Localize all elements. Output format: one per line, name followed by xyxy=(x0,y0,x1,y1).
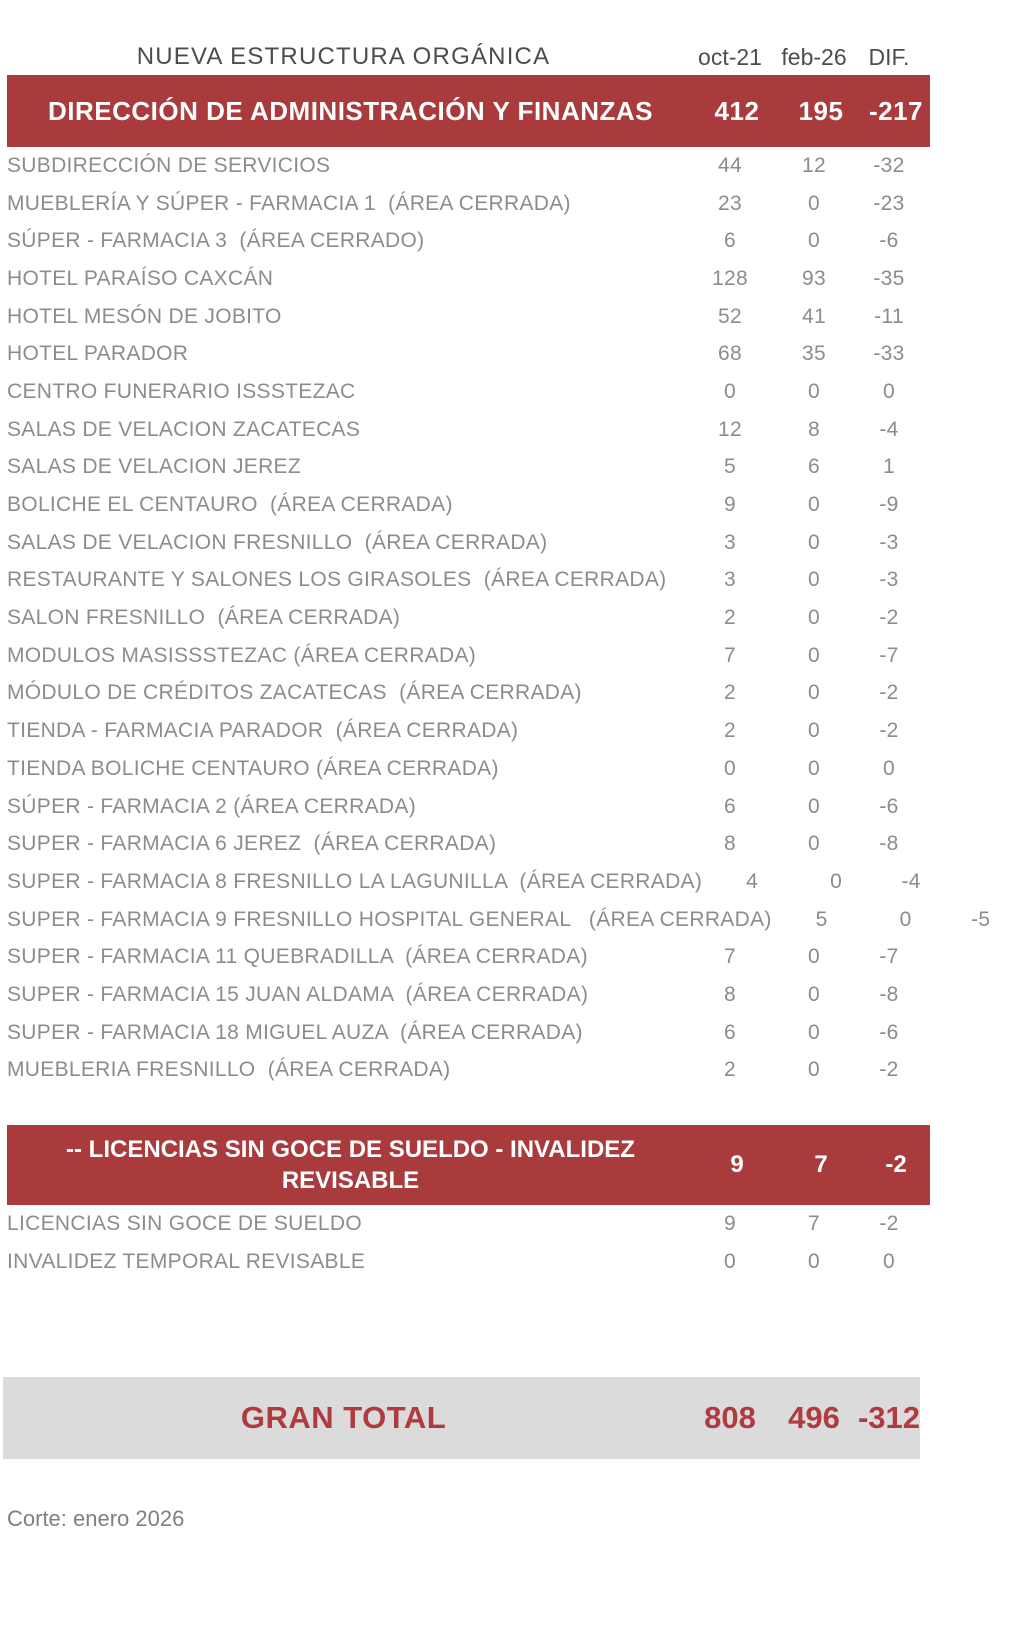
table-row xyxy=(0,976,938,1014)
row-value-oct21: 44 xyxy=(718,153,742,177)
row-value-oct21: 6 xyxy=(724,1020,736,1044)
row-value-feb26: 6 xyxy=(808,455,820,479)
row-value-oct21: 2 xyxy=(724,1058,736,1082)
row-label: SALAS DE VELACION FRESNILLO (ÁREA CERRADA) xyxy=(7,530,548,554)
row-value-oct21: 0 xyxy=(724,379,736,403)
table-row xyxy=(0,863,938,901)
row-value-oct21: 3 xyxy=(724,568,736,592)
row-value-dif: -6 xyxy=(879,794,899,818)
section-header-feb26: 195 xyxy=(798,95,844,126)
row-value-feb26: 0 xyxy=(808,1020,820,1044)
row-value-oct21: 0 xyxy=(724,1250,736,1274)
table-row xyxy=(0,222,938,260)
row-value-feb26: 93 xyxy=(802,266,826,290)
table-row xyxy=(0,185,938,223)
section-header-oct21: 9 xyxy=(730,1151,744,1179)
row-label: RESTAURANTE Y SALONES LOS GIRASOLES (ÁREA CERRADA) xyxy=(7,568,667,592)
row-label: SUPER - FARMACIA 15 JUAN ALDAMA (ÁREA CERRADA) xyxy=(7,982,589,1006)
table-row xyxy=(0,1052,938,1090)
row-label: MUEBLERIA FRESNILLO (ÁREA CERRADA) xyxy=(7,1058,451,1082)
table-row xyxy=(0,712,938,750)
row-label: TIENDA - FARMACIA PARADOR (ÁREA CERRADA) xyxy=(7,719,519,743)
row-value-oct21: 52 xyxy=(718,304,742,328)
table-row xyxy=(0,901,991,939)
row-value-feb26: 0 xyxy=(808,229,820,253)
row-value-feb26: 8 xyxy=(808,417,820,441)
row-value-oct21: 5 xyxy=(815,907,828,931)
row-value-oct21: 5 xyxy=(724,455,736,479)
row-value-feb26: 0 xyxy=(899,907,912,931)
section-header-feb26: 7 xyxy=(814,1151,828,1179)
row-label: MÓDULO DE CRÉDITOS ZACATECAS (ÁREA CERRADA) xyxy=(7,681,582,705)
row-value-feb26: 0 xyxy=(808,530,820,554)
row-value-feb26: 0 xyxy=(808,568,820,592)
row-value-oct21: 9 xyxy=(724,1212,736,1236)
table-row xyxy=(0,562,938,600)
table-row xyxy=(0,1243,938,1281)
grand-total-oct21: 808 xyxy=(704,1400,756,1436)
row-label: HOTEL PARAÍSO CAXCÁN xyxy=(7,266,274,290)
row-value-oct21: 2 xyxy=(724,681,736,705)
section-header-label: -- LICENCIAS SIN GOCE DE SUELDO - INVALIDEZ REVISABLE xyxy=(66,1136,635,1195)
section-header-oct21: 412 xyxy=(714,95,760,126)
row-value-oct21: 9 xyxy=(724,493,736,517)
section-rows-direccion xyxy=(0,147,991,1089)
row-label: SALON FRESNILLO (ÁREA CERRADA) xyxy=(7,606,401,630)
row-label: SUPER - FARMACIA 9 FRESNILLO HOSPITAL GENERAL (ÁREA CERRADA) xyxy=(7,907,772,931)
column-header-feb26: feb-26 xyxy=(781,44,847,70)
section-header-dif: -217 xyxy=(868,95,924,126)
table-row xyxy=(0,637,938,675)
row-label: HOTEL PARADOR xyxy=(7,342,189,366)
section-header-label: DIRECCIÓN DE ADMINISTRACIÓN Y FINANZAS xyxy=(48,95,653,126)
row-value-oct21: 2 xyxy=(724,719,736,743)
table-row xyxy=(0,147,938,185)
row-label: MUEBLERÍA Y SÚPER - FARMACIA 1 (ÁREA CERRADA) xyxy=(7,191,571,215)
row-value-feb26: 12 xyxy=(802,153,826,177)
row-value-dif: -2 xyxy=(879,719,899,743)
row-value-oct21: 23 xyxy=(718,191,742,215)
row-value-oct21: 68 xyxy=(718,342,742,366)
row-value-dif: 0 xyxy=(883,379,895,403)
table-row xyxy=(0,335,938,373)
row-value-feb26: 7 xyxy=(808,1212,820,1236)
row-value-dif: -6 xyxy=(879,229,899,253)
row-value-feb26: 0 xyxy=(830,869,843,893)
row-value-oct21: 2 xyxy=(724,606,736,630)
table-row xyxy=(0,1014,938,1052)
section-header-licencias-invalidez xyxy=(7,1125,930,1205)
row-value-oct21: 8 xyxy=(724,832,736,856)
row-value-feb26: 0 xyxy=(808,1058,820,1082)
row-value-feb26: 35 xyxy=(802,342,826,366)
section-header-dif: -2 xyxy=(885,1151,907,1179)
row-label: INVALIDEZ TEMPORAL REVISABLE xyxy=(7,1250,366,1274)
row-value-feb26: 0 xyxy=(808,643,820,667)
row-value-dif: -2 xyxy=(879,681,899,705)
row-value-dif: -9 xyxy=(879,493,899,517)
row-value-feb26: 0 xyxy=(808,832,820,856)
row-value-dif: -4 xyxy=(901,869,921,893)
row-value-oct21: 7 xyxy=(724,945,736,969)
table-row xyxy=(0,260,938,298)
row-label: SÚPER - FARMACIA 2 (ÁREA CERRADA) xyxy=(7,794,416,818)
row-value-dif: -2 xyxy=(879,1212,899,1236)
row-label: TIENDA BOLICHE CENTAURO (ÁREA CERRADA) xyxy=(7,756,499,780)
report-page xyxy=(0,43,991,1644)
row-value-oct21: 7 xyxy=(724,643,736,667)
section-rows-licencias xyxy=(0,1205,938,1281)
row-label: CENTRO FUNERARIO ISSSTEZAC xyxy=(7,379,356,403)
row-label: SUPER - FARMACIA 11 QUEBRADILLA (ÁREA CERRADA) xyxy=(7,945,588,969)
table-row xyxy=(0,449,938,487)
table-row xyxy=(0,373,938,411)
row-value-oct21: 3 xyxy=(724,530,736,554)
row-value-dif: -4 xyxy=(879,417,899,441)
row-value-dif: -2 xyxy=(879,606,899,630)
table-row xyxy=(0,524,938,562)
row-value-feb26: 0 xyxy=(808,756,820,780)
row-value-oct21: 128 xyxy=(712,266,748,290)
row-label: HOTEL MESÓN DE JOBITO xyxy=(7,304,282,328)
row-value-dif: -11 xyxy=(874,304,904,328)
row-label: SALAS DE VELACION ZACATECAS xyxy=(7,417,361,441)
row-value-dif: -33 xyxy=(873,342,905,366)
row-value-oct21: 8 xyxy=(724,982,736,1006)
row-value-dif: -2 xyxy=(879,1058,899,1082)
table-row xyxy=(0,411,938,449)
row-value-dif: -3 xyxy=(879,530,899,554)
row-value-dif: -7 xyxy=(879,945,899,969)
table-header-row xyxy=(0,44,938,75)
row-value-dif: -35 xyxy=(873,266,905,290)
column-header-oct21: oct-21 xyxy=(698,44,762,70)
table-row xyxy=(0,938,938,976)
grand-total-row xyxy=(3,1377,920,1459)
row-value-oct21: 6 xyxy=(724,794,736,818)
row-value-feb26: 0 xyxy=(808,1250,820,1274)
row-value-dif: -23 xyxy=(873,191,905,215)
row-value-dif: -7 xyxy=(879,643,899,667)
row-label: LICENCIAS SIN GOCE DE SUELDO xyxy=(7,1212,362,1236)
row-label: SUPER - FARMACIA 8 FRESNILLO LA LAGUNILLA (ÁREA CERRADA) xyxy=(7,869,703,893)
row-value-feb26: 0 xyxy=(808,681,820,705)
row-value-oct21: 0 xyxy=(724,756,736,780)
row-label: BOLICHE EL CENTAURO (ÁREA CERRADA) xyxy=(7,493,453,517)
row-label: SÚPER - FARMACIA 3 (ÁREA CERRADO) xyxy=(7,229,425,253)
row-value-oct21: 6 xyxy=(724,229,736,253)
table-row xyxy=(0,675,938,713)
row-value-dif: -32 xyxy=(873,153,905,177)
row-label: SUBDIRECCIÓN DE SERVICIOS xyxy=(7,153,331,177)
row-value-feb26: 0 xyxy=(808,982,820,1006)
table-row xyxy=(0,486,938,524)
table-row xyxy=(0,825,938,863)
column-header-dif: DIF. xyxy=(868,44,910,70)
row-value-feb26: 0 xyxy=(808,379,820,403)
table-row xyxy=(0,1205,938,1243)
row-label: SUPER - FARMACIA 6 JEREZ (ÁREA CERRADA) xyxy=(7,832,497,856)
row-value-feb26: 0 xyxy=(808,606,820,630)
row-value-feb26: 0 xyxy=(808,719,820,743)
row-label: SUPER - FARMACIA 18 MIGUEL AUZA (ÁREA CERRADA) xyxy=(7,1020,583,1044)
row-value-dif: 0 xyxy=(883,756,895,780)
table-row xyxy=(0,750,938,788)
row-label: MODULOS MASISSSTEZAC (ÁREA CERRADA) xyxy=(7,643,477,667)
table-row xyxy=(0,599,938,637)
grand-total-label: GRAN TOTAL xyxy=(240,1400,447,1436)
row-value-oct21: 4 xyxy=(746,869,759,893)
section-header-direccion-admin-finanzas xyxy=(7,75,930,147)
cutoff-date-note: Corte: enero 2026 xyxy=(7,1506,185,1532)
table-row xyxy=(0,298,938,336)
row-value-feb26: 0 xyxy=(808,794,820,818)
row-value-feb26: 0 xyxy=(808,191,820,215)
row-value-dif: -8 xyxy=(879,832,899,856)
table-row xyxy=(0,788,938,826)
row-value-dif: -8 xyxy=(879,982,899,1006)
row-value-dif: -5 xyxy=(971,907,991,931)
row-value-feb26: 41 xyxy=(802,304,826,328)
row-value-dif: -3 xyxy=(879,568,899,592)
row-value-dif: 0 xyxy=(883,1250,895,1274)
row-value-oct21: 12 xyxy=(718,417,742,441)
row-value-dif: 1 xyxy=(883,455,895,479)
table-title: NUEVA ESTRUCTURA ORGÁNICA xyxy=(136,43,551,70)
grand-total-feb26: 496 xyxy=(788,1400,840,1436)
row-value-feb26: 0 xyxy=(808,493,820,517)
row-value-feb26: 0 xyxy=(808,945,820,969)
row-label: SALAS DE VELACION JEREZ xyxy=(7,455,301,479)
grand-total-dif: -312 xyxy=(857,1400,921,1436)
row-value-dif: -6 xyxy=(879,1020,899,1044)
